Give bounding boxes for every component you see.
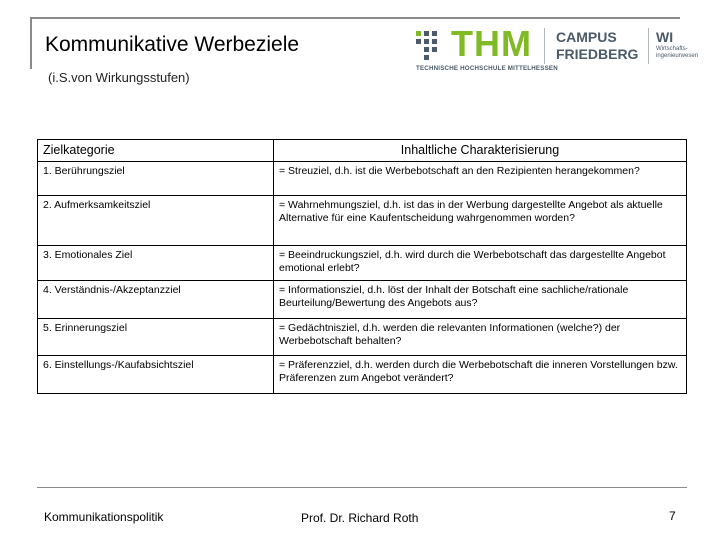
footer-course: Kommunikationspolitik <box>44 510 164 524</box>
table-row <box>38 246 687 281</box>
werbeziele-table <box>37 139 687 394</box>
row-description: = Präferenzziel, d.h. werden durch die Werbebotschaft die inneren Vorstellungen bzw. Präferenzen zum Angebot verändert? <box>274 356 687 394</box>
table-header-row <box>38 140 687 162</box>
row-category: 6. Einstellungs-/Kaufabsichtsziel <box>38 356 274 394</box>
table-row <box>38 281 687 319</box>
table-row <box>38 319 687 356</box>
footer-author: Prof. Dr. Richard Roth <box>301 511 419 525</box>
slide-subtitle: (i.S.von Wirkungsstufen) <box>48 70 190 85</box>
thm-wordmark: THM <box>451 23 532 64</box>
row-description: = Gedächtnisziel, d.h. werden die relevanten Informationen (welche?) der Werbebotschaft behalten? <box>274 319 687 356</box>
row-category: 3. Emotionales Ziel <box>38 246 274 281</box>
row-category: 1. Berührungsziel <box>38 162 274 196</box>
page-number: 7 <box>669 509 676 523</box>
wi-label: WI <box>656 29 674 45</box>
wi-subtitle: Wirtschafts-ingenieurwesen <box>656 46 699 59</box>
thm-logo <box>416 23 706 78</box>
footer-divider <box>37 487 687 488</box>
table-row <box>38 196 687 246</box>
row-description: = Informationsziel, d.h. löst der Inhalt der Botschaft eine sachliche/rationale Beurteilung/Bewertung des Angebots aus? <box>274 281 687 319</box>
campus-line2: FRIEDBERG <box>556 46 639 62</box>
campus-line1: CAMPUS <box>556 29 617 45</box>
row-category: 5. Erinnerungsziel <box>38 319 274 356</box>
row-category: 2. Aufmerksamkeitsziel <box>38 196 274 246</box>
logo-divider <box>544 28 545 64</box>
thm-subtitle: TECHNISCHE HOCHSCHULE MITTELHESSEN <box>416 65 558 72</box>
thm-dots-icon <box>416 31 437 63</box>
campus-label <box>556 29 638 63</box>
row-category: 4. Verständnis-/Akzeptanzziel <box>38 281 274 319</box>
row-description: = Streuziel, d.h. ist die Werbebotschaft an den Rezipienten herangekommen? <box>274 162 687 196</box>
row-description: = Beeindruckungsziel, d.h. wird durch die Werbebotschaft das dargestellte Angebot emotional erlebt? <box>274 246 687 281</box>
header-zielkategorie: Zielkategorie <box>38 140 274 162</box>
table-row <box>38 162 687 196</box>
slide-title: Kommunikative Werbeziele <box>45 33 300 56</box>
row-description: = Wahrnehmungsziel, d.h. ist das in der Werbung dargestellte Angebot als aktuelle Alternative für eine Kaufentscheidung wahrgenommen worden? <box>274 196 687 246</box>
table-row <box>38 356 687 394</box>
header-charakterisierung: Inhaltliche Charakterisierung <box>274 140 687 162</box>
logo-divider <box>648 28 649 64</box>
